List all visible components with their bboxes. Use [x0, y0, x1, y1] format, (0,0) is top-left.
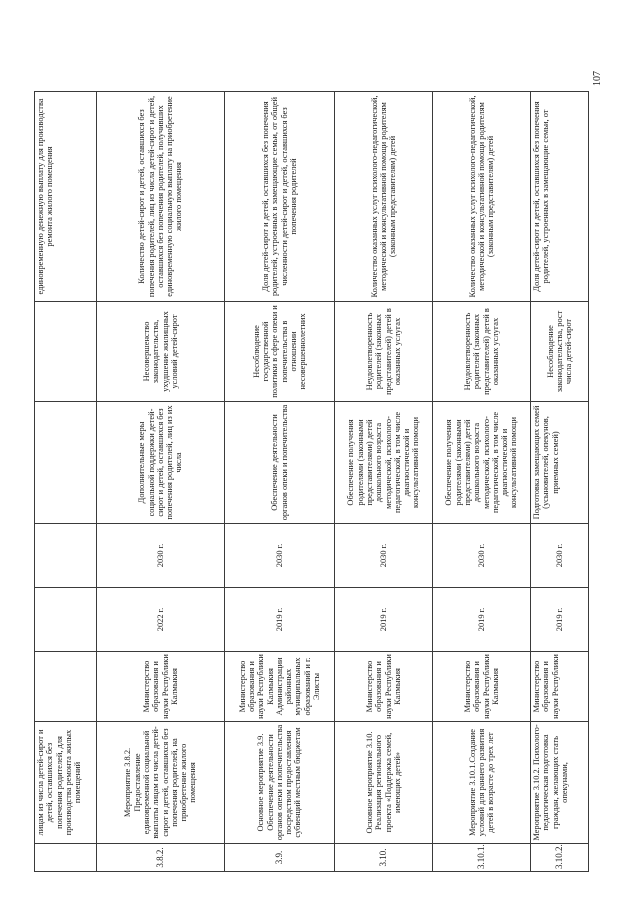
cell-event: Мероприятие 3.10.2. Психолого-педагогическая подготовка граждан, желающих стать опекунами,	[531, 722, 589, 844]
cell-start: 2019 г.	[335, 588, 433, 652]
cell-event: Мероприятие 3.10.1.Создание условий для раннего развития детей в возрасте до трех лет	[433, 722, 531, 844]
cell-executor: Министерство образования и науки Республики	[531, 652, 589, 722]
cell-number: 3.9.	[225, 844, 335, 872]
cell-executor: Министерство образования и науки Республики Калмыкия	[335, 652, 433, 722]
cell-event: Мероприятие 3.8.2. Предоставление единовременной социальной выплаты лицам из числа детей-сирот и детей, оставшихся без попечения родителей, на приобретение жилого помещения	[97, 722, 225, 844]
cell-result	[35, 402, 97, 524]
cell-number: 3.10.2.	[531, 844, 589, 872]
cell-start: 2019 г.	[433, 588, 531, 652]
cell-consequence	[35, 302, 97, 402]
table-row	[225, 92, 335, 872]
rotated-table-sheet	[34, 92, 594, 872]
cell-executor: Министерство образования и науки Республики Калмыкия	[433, 652, 531, 722]
cell-end	[35, 524, 97, 588]
cell-number: 3.10.1.	[433, 844, 531, 872]
cell-event: Основное мероприятие 3.9. Обеспечение деятельности органов опеки и попечительства посредством предоставления субвенций местным бюджетам	[225, 722, 335, 844]
table-row	[335, 92, 433, 872]
table-row	[433, 92, 531, 872]
cell-consequence: Неудовлетворенность родителей (законных представителей) детей в оказанных услугах	[433, 302, 531, 402]
cell-number: 3.8.2.	[97, 844, 225, 872]
cell-consequence: Несовершенство законодательства, ухудшение жилищных условий детей-сирот	[97, 302, 225, 402]
cell-start	[35, 588, 97, 652]
cell-end: 2030 г.	[531, 524, 589, 588]
program-measures-table	[34, 91, 589, 872]
cell-end: 2030 г.	[433, 524, 531, 588]
cell-end: 2030 г.	[97, 524, 225, 588]
cell-result: Дополнительные меры социальной поддержки детей-сирот и детей, оставшихся без попечения родителей, лиц из их числа	[97, 402, 225, 524]
cell-event: Основное мероприятие 3.10. Реализация регионального проекта «Поддержка семей, имеющих детей»	[335, 722, 433, 844]
cell-result: Обеспечение деятельности органов опеки и попечительства	[225, 402, 335, 524]
cell-consequence: Несоблюдение законодательства, рост числа детей-сирот	[531, 302, 589, 402]
cell-start: 2022 г.	[97, 588, 225, 652]
table-row	[35, 92, 97, 872]
table-row	[531, 92, 589, 872]
cell-indicator: Доля детей-сирот и детей, оставшихся без попечения родителей, устроенных в замещающие семьи, от общей численности детей-сирот и детей, оставшихся без попечения родителей	[225, 92, 335, 302]
cell-consequence: Неудовлетворенность родителей (законных представителей) детей в оказанных услугах	[335, 302, 433, 402]
cell-event: лицам из числа детей-сирот и детей, оставшихся без попечения родителей, для производства ремонта жилых помещений	[35, 722, 97, 844]
page-number: 107	[592, 71, 603, 86]
cell-indicator: Количество оказанных услуг психолого-педагогической, методической и консультативной помощи родителям (законным представителям) детей	[335, 92, 433, 302]
cell-executor	[35, 652, 97, 722]
cell-end: 2030 г.	[225, 524, 335, 588]
cell-end: 2030 г.	[335, 524, 433, 588]
cell-start: 2019 г.	[531, 588, 589, 652]
cell-number	[35, 844, 97, 872]
cell-consequence: Несоблюдение государственной политики в сфере опеки и попечительства в отношении несовершеннолетних	[225, 302, 335, 402]
cell-indicator: Доля детей-сирот и детей, оставшихся без попечения родителей, устроенных в замещающие семьи, от	[531, 92, 589, 302]
cell-indicator: Количество оказанных услуг психолого-педагогической, методической и консультативной помощи родителям (законным представителям) детей	[433, 92, 531, 302]
table-row	[97, 92, 225, 872]
cell-executor: Министерство образования и науки Республики Калмыкия	[97, 652, 225, 722]
cell-number: 3.10.	[335, 844, 433, 872]
cell-indicator: Количество детей-сирот и детей, оставшихся без попечения родителей, лиц из числа детей-сирот и детей, оставшихся без попечения родителей, получивших единовременную социальную выплату на приобретение жилого помещения	[97, 92, 225, 302]
cell-indicator: единовременную денежную выплату для производства ремонта жилого помещения	[35, 92, 97, 302]
cell-result: Обеспечение получения родителями (законными представителями) детей дошкольного возраста методической, психолого-педагогической, в том числе диагностической и консультативной помощи	[433, 402, 531, 524]
cell-result: Обеспечение получения родителями (законными представителями) детей дошкольного возраста методической, психолого-педагогической, в том числе диагностической и консультативной помощи	[335, 402, 433, 524]
cell-executor: Министерство образования и науки Республики Калмыкия Администрации районных муниципальных образований и г. Элисты	[225, 652, 335, 722]
cell-result: Подготовка замещающих семей (усыновителей, опекунов, приемных семей)	[531, 402, 589, 524]
cell-start: 2019 г.	[225, 588, 335, 652]
